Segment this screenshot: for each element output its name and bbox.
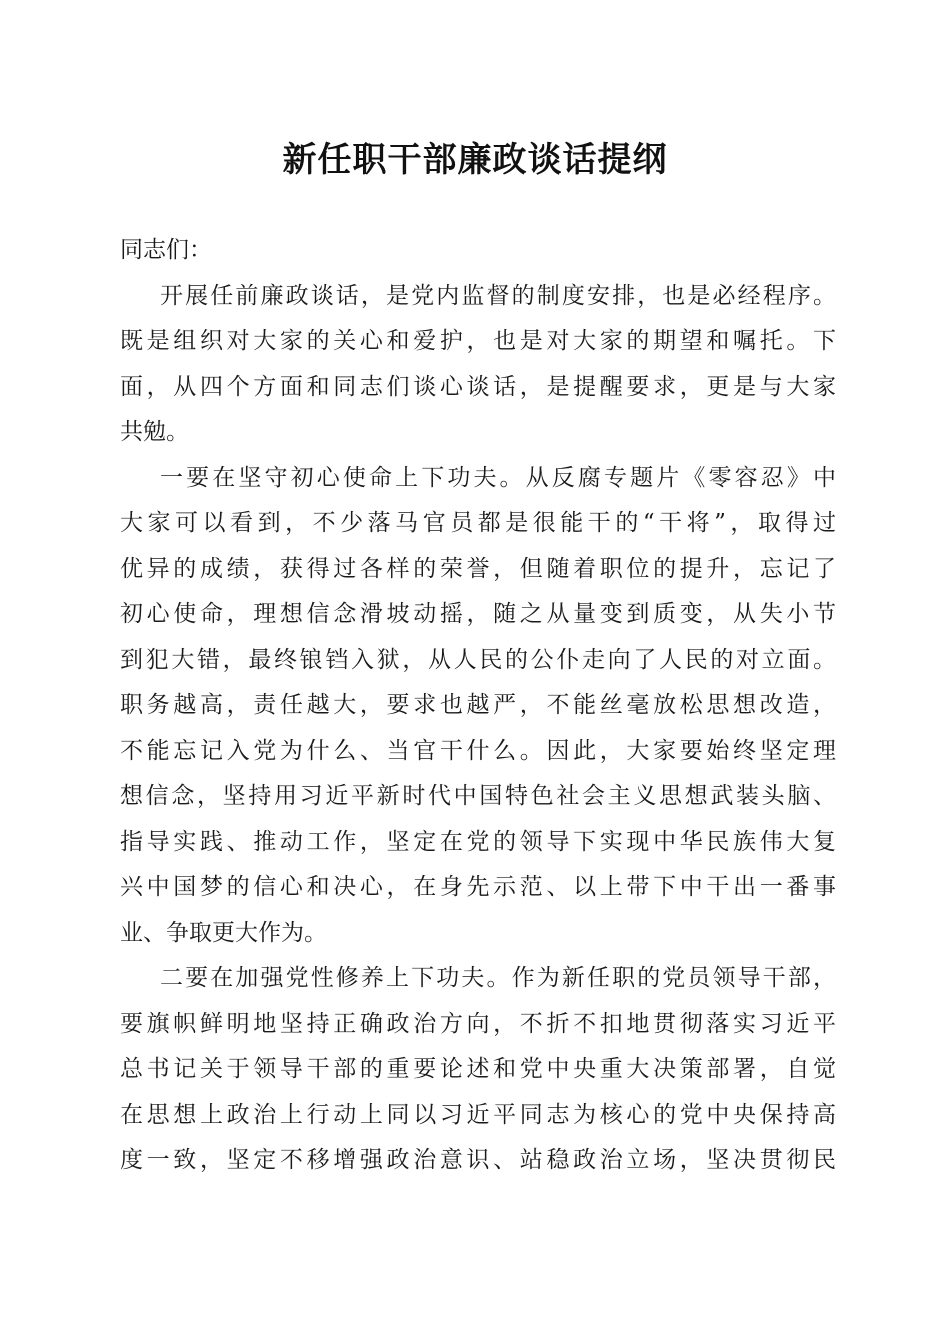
body-line: 兴中国梦的信心和决心，在身先示范、以上带下中干出一番事	[120, 874, 836, 900]
body-line: 共勉。	[120, 419, 189, 445]
body-line: 优异的成绩，获得过各样的荣誉，但随着职位的提升，忘记了	[120, 555, 836, 582]
body-line: 面，从四个方面和同志们谈心谈话，是提醒要求，更是与大家	[120, 373, 836, 400]
body-line: 要旗帜鲜明地坚持正确政治方向，不折不扣地贯彻落实习近平	[120, 1010, 836, 1037]
body-line: 初心使命，理想信念滑坡动摇，随之从量变到质变，从失小节	[120, 601, 836, 627]
body-line: 职务越高，责任越大，要求也越严，不能丝毫放松思想改造，	[120, 692, 836, 718]
body-line: 开展任前廉政谈话，是党内监督的制度安排，也是必经程序。	[160, 282, 836, 309]
body-line: 同志们：	[120, 237, 212, 263]
body-line: 二要在加强党性修养上下功夫。作为新任职的党员领导干部，	[160, 965, 836, 991]
body-line: 在思想上政治上行动上同以习近平同志为核心的党中央保持高	[120, 1101, 836, 1128]
body-line: 指导实践、推动工作，坚定在党的领导下实现中华民族伟大复	[120, 828, 836, 855]
document-body	[120, 228, 836, 1184]
body-line: 想信念，坚持用习近平新时代中国特色社会主义思想武装头脑、	[120, 783, 836, 809]
body-line: 到犯大错，最终锒铛入狱，从人民的公仆走向了人民的对立面。	[120, 646, 836, 673]
body-line: 不能忘记入党为什么、当官干什么。因此，大家要始终坚定理	[120, 737, 836, 764]
body-line: 业、争取更大作为。	[120, 919, 327, 946]
body-line: 大家可以看到，不少落马官员都是很能干的“干将”，取得过	[120, 510, 836, 536]
body-line: 总书记关于领导干部的重要论述和党中央重大决策部署，自觉	[120, 1056, 836, 1082]
document-title: 新任职干部廉政谈话提纲	[282, 140, 668, 180]
body-line: 度一致，坚定不移增强政治意识、站稳政治立场，坚决贯彻民	[120, 1147, 836, 1173]
body-line: 既是组织对大家的关心和爱护，也是对大家的期望和嘱托。下	[120, 328, 836, 354]
body-line: 一要在坚守初心使命上下功夫。从反腐专题片《零容忍》中	[160, 464, 836, 491]
